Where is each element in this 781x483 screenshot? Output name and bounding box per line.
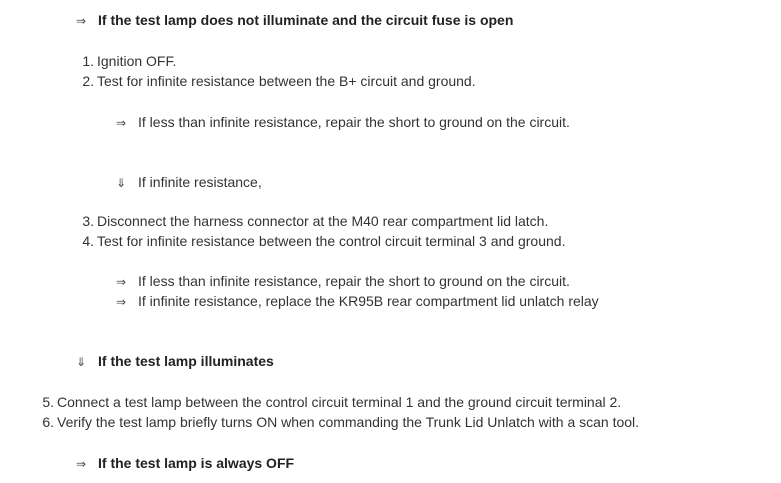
right-arrow-icon: ⇒ [116,116,127,130]
result-text: If less than infinite resistance, repair the short to ground on the circuit. [138,114,570,130]
condition-heading-lamp-always-off [76,454,294,473]
heading-text: If the test lamp illuminates [98,353,274,369]
step-number: 2. [82,73,94,89]
step-text: Ignition OFF. [97,53,177,69]
heading-text: If the test lamp is always OFF [98,455,295,471]
heading-text: If the test lamp does not illuminate and the circuit fuse is open [98,12,514,28]
step-text: Disconnect the harness connector at the M40 rear compartment lid latch. [97,213,549,229]
condition-heading-lamp-illuminates [76,352,274,371]
right-arrow-icon: ⇒ [76,457,87,471]
step-5 [39,393,621,411]
step-text: Verify the test lamp briefly turns ON when commanding the Trunk Lid Unlatch with a scan tool. [57,414,640,430]
step-3 [79,212,548,230]
right-arrow-icon: ⇒ [76,14,87,28]
result-text: If less than infinite resistance, repair the short to ground on the circuit. [138,273,570,289]
result-less-than-infinite [116,113,570,132]
down-arrow-icon: ⇓ [76,355,87,369]
step-6 [39,413,639,431]
step-text: Test for infinite resistance between the control circuit terminal 3 and ground. [97,233,566,249]
result-text: If infinite resistance, [138,174,262,190]
step-number: 5. [42,394,54,410]
step-2 [79,72,476,90]
down-arrow-icon: ⇓ [116,176,127,190]
result-text: If infinite resistance, replace the KR95B rear compartment lid unlatch relay [138,293,599,309]
result-infinite [116,173,262,192]
step-number: 6. [42,414,54,430]
step-text: Test for infinite resistance between the B+ circuit and ground. [97,73,476,89]
result-less-than-infinite [116,272,570,291]
step-number: 3. [82,213,94,229]
step-1 [79,52,176,70]
right-arrow-icon: ⇒ [116,275,127,289]
step-4 [79,232,565,250]
condition-heading-fuse-open [76,11,513,30]
step-number: 1. [82,53,94,69]
step-number: 4. [82,233,94,249]
step-text: Connect a test lamp between the control circuit terminal 1 and the ground circuit terminal 2. [57,394,622,410]
right-arrow-icon: ⇒ [116,295,127,309]
result-infinite-replace-relay [116,292,599,311]
